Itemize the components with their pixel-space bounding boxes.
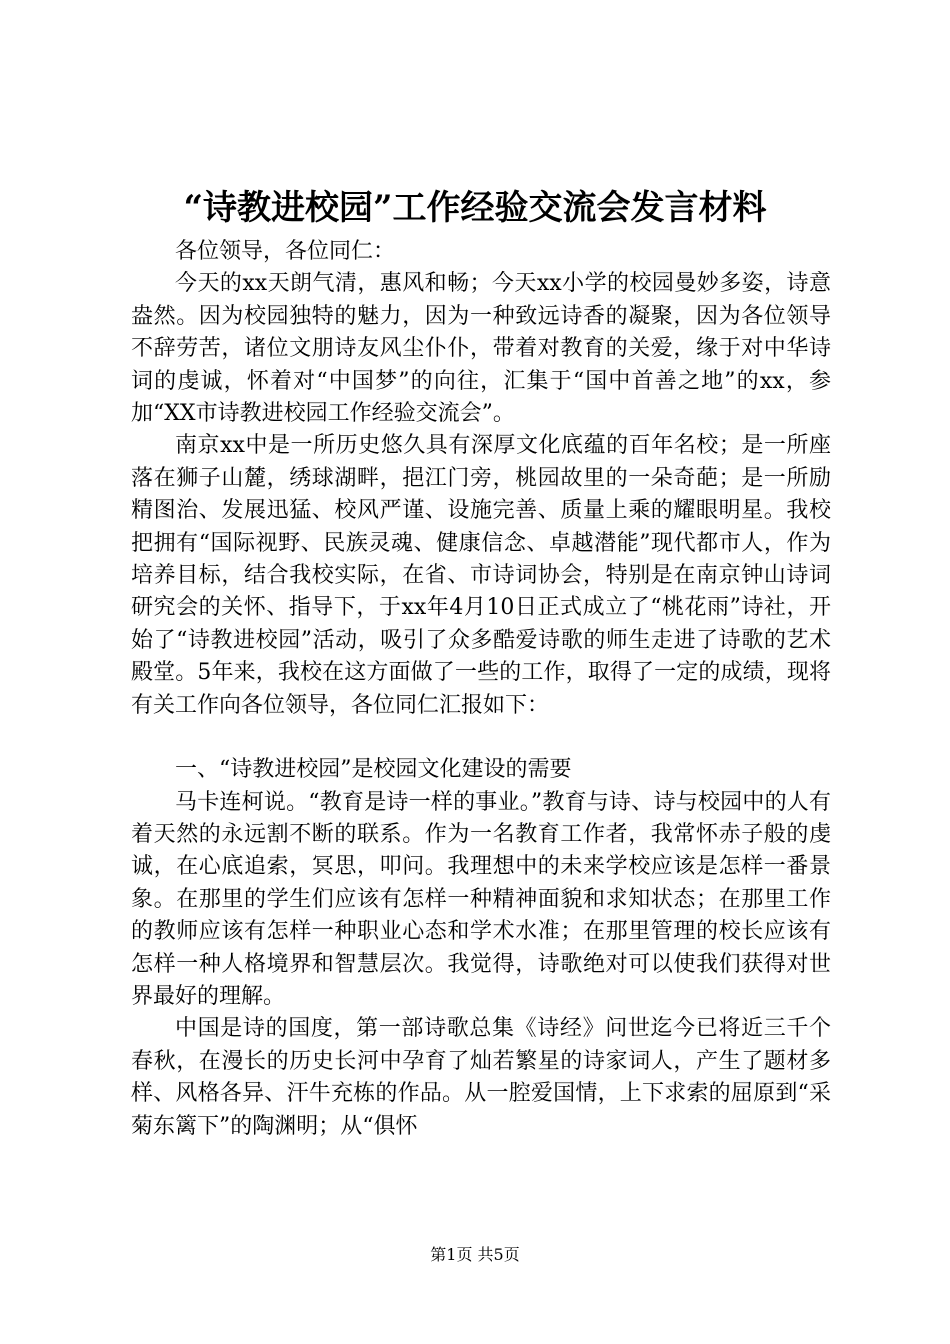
paragraph-intro: 今天的xx天朗气清，惠风和畅；今天xx小学的校园曼妙多姿，诗意盎然。因为校园独特的魅力，因为一种致远诗香的凝聚，因为各位领导不辞劳苦，诸位文朋诗友风尘仆仆，带着对教育的关爱，缘于对中华诗词的虔诚，怀着对“中国梦”的向往，汇集于“国中首善之地”的xx，参加“XX市诗教进校园工作经验交流会”。 [131, 271, 831, 427]
page-footer: 第1页 共5页 [430, 1245, 520, 1264]
paragraph-gap [131, 722, 831, 754]
paragraph-section-1: 马卡连柯说。“教育是诗一样的事业。”教育与诗、诗与校园中的人有着天然的永远割不断的联系。作为一名教育工作者，我常怀赤子般的虔诚，在心底追索，冥思，叩问。我理想中的未来学校应该是怎样一番景象。在那里的学生们应该有怎样一种精神面貌和求知状态；在那里工作的教师应该有怎样一种职业心态和学术水准；在那里管理的校长应该有怎样一种人格境界和智慧层次。我觉得，诗歌绝对可以使我们获得对世界最好的理解。 [131, 789, 831, 1009]
paragraph-school: 南京xx中是一所历史悠久具有深厚文化底蕴的百年名校；是一所座落在狮子山麓，绣球湖畔，挹江门旁，桃园故里的一朵奇葩；是一所励精图治、发展迅猛、校风严谨、设施完善、质量上乘的耀眼明星。我校把拥有“国际视野、民族灵魂、健康信念、卓越潜能”现代都市人，作为培养目标，结合我校实际，在省、市诗词协会，特别是在南京钟山诗词研究会的关怀、指导下，于xx年4月10日正式成立了“桃花雨”诗社，开始了“诗教进校园”活动，吸引了众多酷爱诗歌的师生走进了诗歌的艺术殿堂。5年来，我校在这方面做了一些的工作，取得了一定的成绩，现将有关工作向各位领导，各位同仁汇报如下： [131, 433, 831, 718]
salutation: 各位领导，各位同仁： [175, 239, 396, 264]
section-heading: 一、“诗教进校园”是校园文化建设的需要 [175, 757, 572, 783]
paragraph-section-2: 中国是诗的国度，第一部诗歌总集《诗经》问世迄今已将近三千个春秋，在漫长的历史长河中孕育了灿若繁星的诗家词人，产生了题材多样、风格各异、汗牛充栋的作品。从一腔爱国情，上下求索的屈原到“采菊东篱下”的陶渊明；从“俱怀 [131, 1016, 831, 1139]
document-body [131, 236, 831, 1143]
document-title: “诗教进校园”工作经验交流会发言材料 [183, 188, 767, 228]
